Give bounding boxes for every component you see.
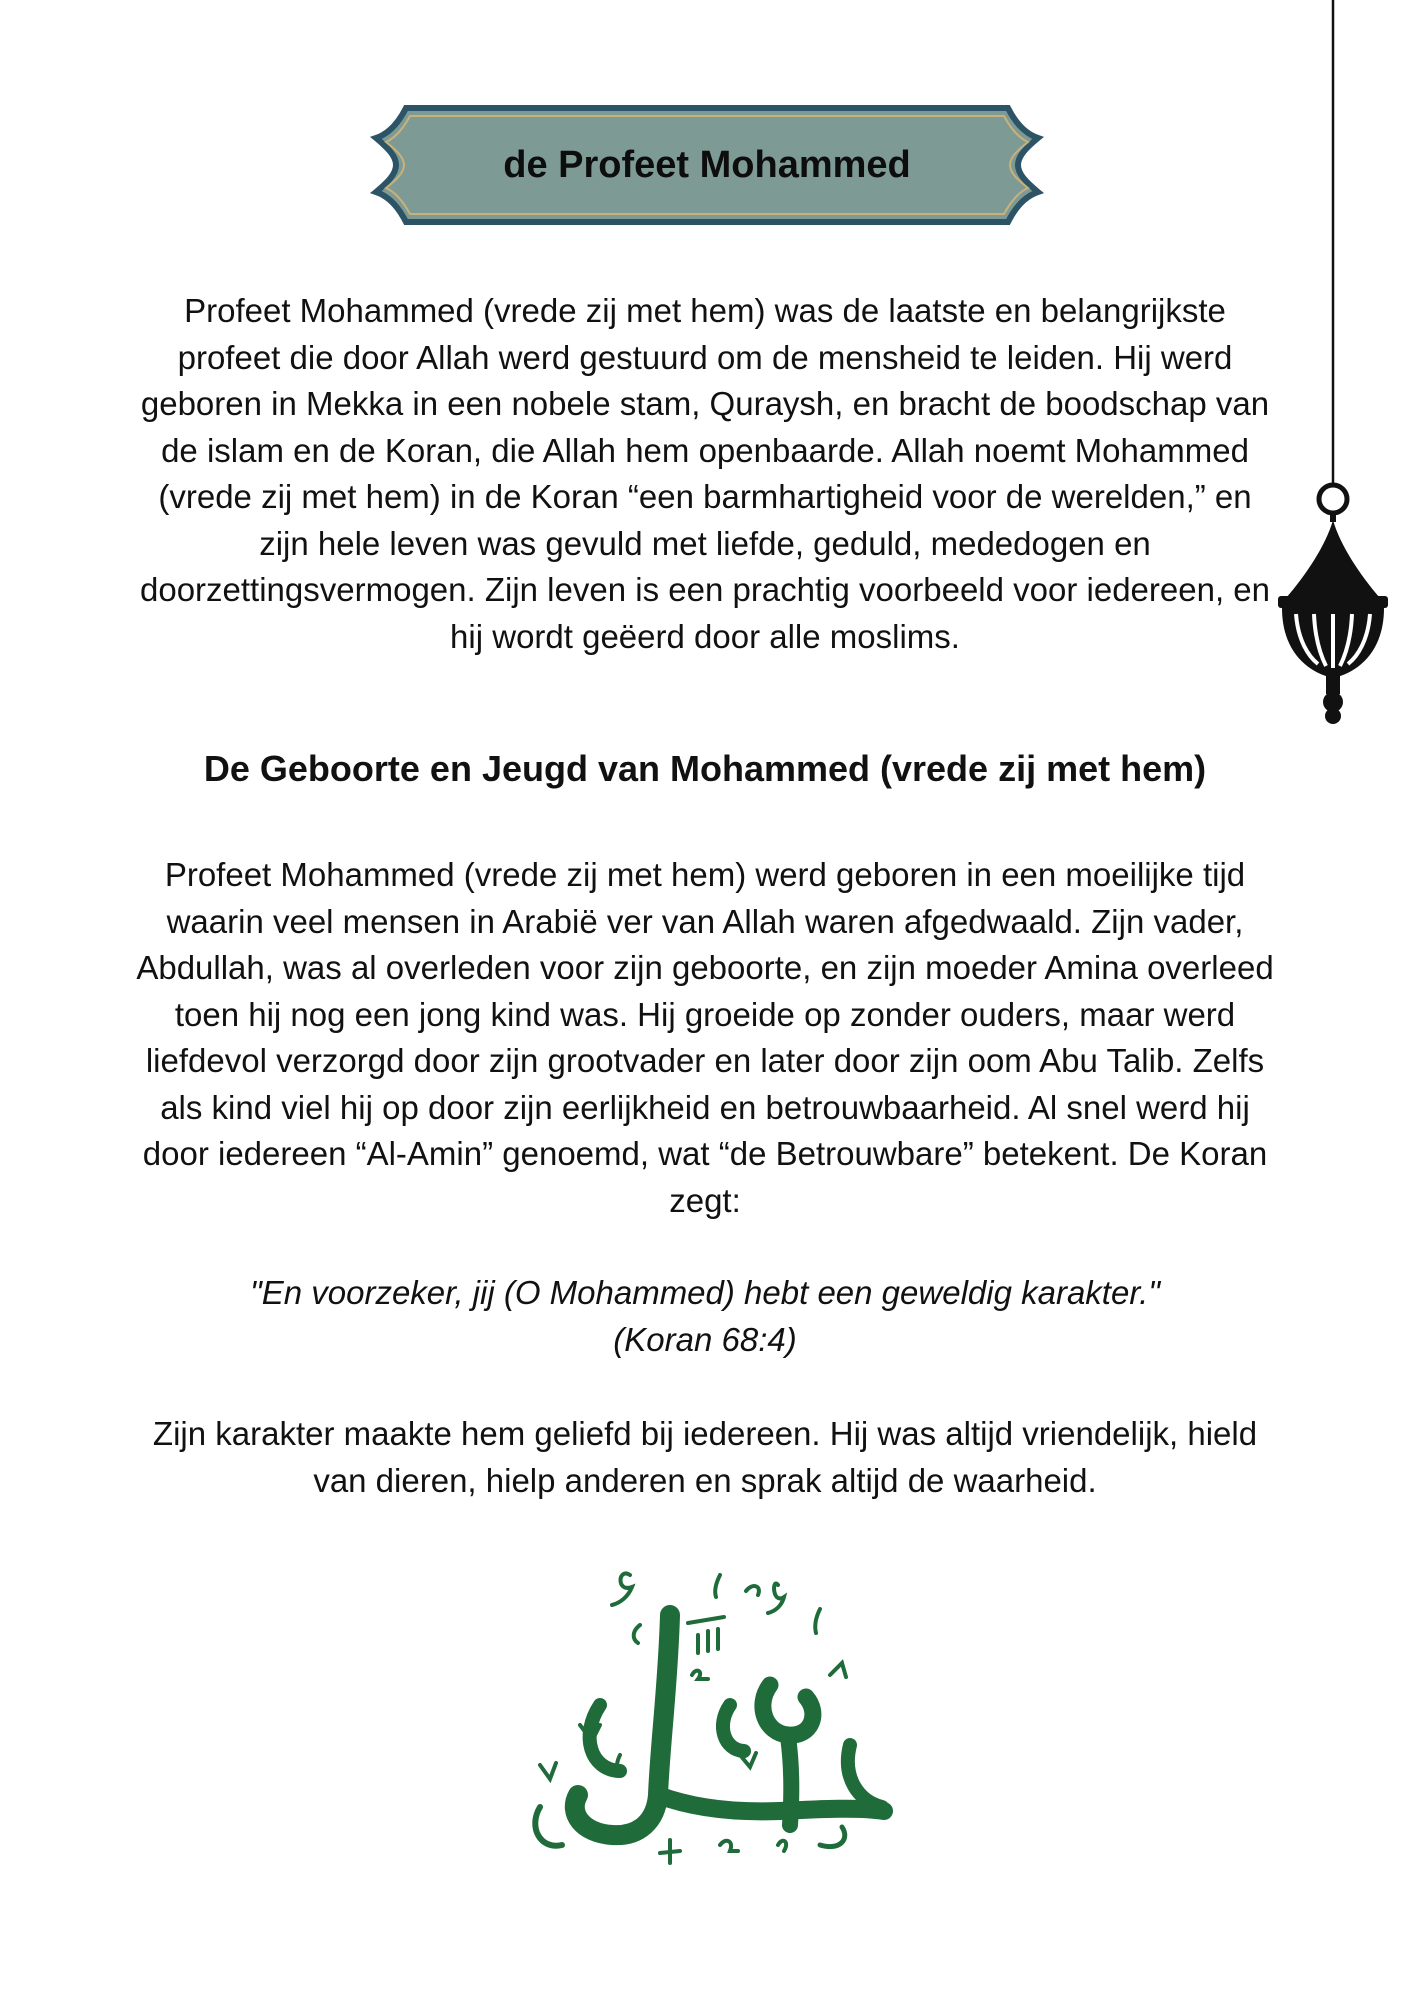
birth-paragraph: Profeet Mohammed (vrede zij met hem) werd geboren in een moeilijke tijd waarin veel mensen in Arabië ver van Allah waren afgedwaald. Zijn vader, Abdullah, was al overleden voor zijn geboorte, en zijn moeder Amina overleed toen hij nog een jong kind was. Hij groeide op zonder ouders, maar werd liefdevol verzorgd door zijn grootvader en later door zijn oom Abu Talib. Zelfs als kind viel hij op door zijn eerlijkheid en betrouwbaarheid. Al snel werd hij door iedereen “Al-Amin” genoemd, wat “de Betrouwbare” betekent. De Koran zegt:	[136, 856, 1274, 1219]
lantern-icon	[1268, 0, 1398, 730]
section-heading: De Geboorte en Jeugd van Mohammed (vrede zij met hem)	[203, 748, 1207, 789]
title-banner	[366, 100, 1048, 230]
page-title: de Profeet Mohammed	[503, 143, 911, 186]
quote-reference: (Koran 68:4)	[613, 1320, 797, 1358]
intro-paragraph: Profeet Mohammed (vrede zij met hem) was de laatste en belangrijkste profeet die door Allah werd gestuurd om de mensheid te leiden. Hij werd geboren in Mekka in een nobele stam, Quraysh, en bracht de boodschap van de islam en de Koran, die Allah hem openbaarde. Allah noemt Mohammed (vrede zij met hem) in de Koran “een barmhartigheid voor de werelden,” en zijn hele leven was gevuld met liefde, geduld, mededogen en doorzettingsvermogen. Zijn leven is een prachtig voorbeeld voor iedereen, en hij wordt geëerd door alle moslims.	[139, 292, 1270, 655]
closing-paragraph: Zijn karakter maakte hem geliefd bij iedereen. Hij was altijd vriendelijk, hield van dieren, hielp anderen en sprak altijd de waarheid.	[152, 1415, 1258, 1499]
muhammad-calligraphy	[520, 1545, 900, 1895]
quote-text: "En voorzeker, jij (O Mohammed) hebt een geweldig karakter."	[250, 1274, 1160, 1311]
quran-quote	[130, 1270, 1280, 1363]
